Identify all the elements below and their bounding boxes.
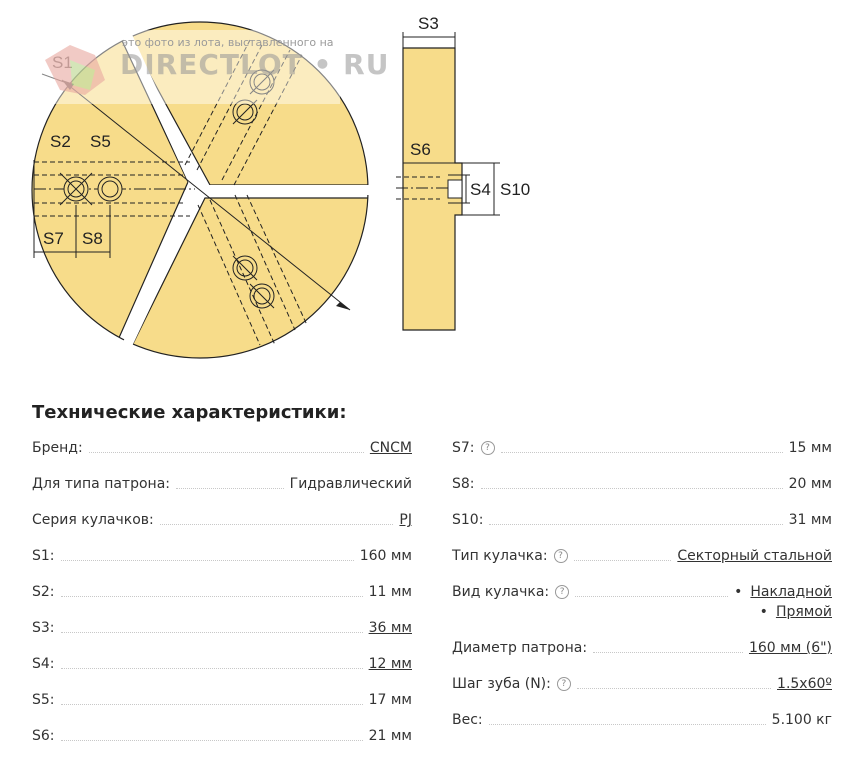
spec-row-s2	[32, 582, 412, 618]
spec-row-s8	[452, 474, 832, 510]
spec-label	[452, 438, 495, 458]
spec-value: 21 мм	[368, 728, 412, 744]
spec-label: Бренд:	[32, 440, 83, 456]
dotted-leader	[577, 674, 771, 689]
dotted-leader	[160, 510, 394, 525]
spec-row-s5	[32, 690, 412, 726]
spec-value: 160 мм	[359, 548, 412, 564]
spec-row-chuck-diameter	[452, 638, 832, 674]
spec-value-s3-link[interactable]: 36 мм	[368, 620, 412, 636]
label-s4: S4	[470, 180, 491, 199]
dotted-leader	[575, 582, 728, 597]
spec-label: Серия кулачков:	[32, 512, 154, 528]
dotted-leader	[61, 726, 363, 741]
spec-row-s10	[452, 510, 832, 546]
spec-row-weight	[452, 710, 832, 746]
spec-row-s6	[32, 726, 412, 762]
dotted-leader	[574, 546, 672, 561]
spec-label: S8:	[452, 476, 475, 492]
spec-label: S1:	[32, 548, 55, 564]
spec-label: S4:	[32, 656, 55, 672]
help-icon[interactable]: ?	[481, 441, 495, 455]
spec-value-straight-link[interactable]: Прямой	[775, 604, 832, 620]
dotted-leader	[61, 690, 363, 705]
watermark-caption: это фото из лота, выставленного на	[122, 36, 334, 49]
label-s3: S3	[418, 14, 439, 33]
dotted-leader	[481, 474, 783, 489]
spec-row-jaw-series	[32, 510, 412, 546]
label-s6: S6	[410, 140, 431, 159]
spec-value: 17 мм	[368, 692, 412, 708]
spec-value: 20 мм	[788, 476, 832, 492]
spec-label: S2:	[32, 584, 55, 600]
dotted-leader	[593, 638, 743, 653]
label-s8: S8	[82, 229, 103, 248]
spec-label: Диаметр патрона:	[452, 640, 588, 656]
specs-right-column	[452, 438, 832, 746]
dotted-leader	[61, 654, 363, 669]
spec-label	[452, 546, 568, 566]
dotted-leader	[501, 438, 783, 453]
spec-value-brand-link[interactable]: CNCM	[369, 440, 412, 456]
spec-value-diameter-link[interactable]: 160 мм (6")	[748, 640, 832, 656]
dotted-leader	[61, 582, 363, 597]
spec-label: S10:	[452, 512, 484, 528]
spec-row-s3	[32, 618, 412, 654]
help-icon[interactable]: ?	[555, 585, 569, 599]
spec-label: S3:	[32, 620, 55, 636]
spec-label	[452, 582, 569, 602]
spec-value: 11 мм	[368, 584, 412, 600]
label-s7: S7	[43, 229, 64, 248]
spec-label-text: S7:	[452, 440, 475, 456]
spec-value-s4-link[interactable]: 12 мм	[368, 656, 412, 672]
help-icon[interactable]: ?	[554, 549, 568, 563]
spec-label	[452, 674, 571, 694]
spec-label-text: Шаг зуба (N):	[452, 676, 551, 692]
spec-row-tooth-pitch	[452, 674, 832, 710]
watermark-brand: DIRECTLOT • RU	[120, 48, 390, 81]
spec-label: S5:	[32, 692, 55, 708]
spec-row-s7	[452, 438, 832, 474]
spec-label: Для типа патрона:	[32, 476, 170, 492]
spec-value: 31 мм	[788, 512, 832, 528]
dotted-leader	[89, 438, 364, 453]
spec-label-text: Тип кулачка:	[452, 548, 548, 564]
spec-value: 5.100 кг	[771, 712, 832, 728]
jaw-diagram	[0, 0, 852, 380]
spec-value-pitch-link[interactable]: 1.5x60º	[777, 676, 832, 692]
spec-label-text: Вид кулачка:	[452, 584, 550, 600]
spec-row-chuck-type	[32, 474, 412, 510]
dotted-leader	[176, 474, 284, 489]
dotted-leader	[489, 510, 782, 525]
spec-label: S6:	[32, 728, 55, 744]
dotted-leader	[61, 546, 354, 561]
spec-value-overlay-link[interactable]: Накладной	[750, 584, 832, 600]
spec-row-s4	[32, 654, 412, 690]
dotted-leader	[489, 710, 766, 725]
spec-row-s1	[32, 546, 412, 582]
spec-value: Гидравлический	[289, 476, 412, 492]
help-icon[interactable]: ?	[557, 677, 571, 691]
spec-value-series-link[interactable]: PJ	[399, 512, 412, 528]
spec-row-jaw-type	[452, 546, 832, 582]
spec-value-jaw-type-link[interactable]: Секторный стальной	[677, 548, 832, 564]
spec-value: 15 мм	[788, 440, 832, 456]
label-s2: S2	[50, 132, 71, 151]
spec-label: Вес:	[452, 712, 483, 728]
spec-row-jaw-kind	[452, 582, 832, 638]
label-s5: S5	[90, 132, 111, 151]
label-s10: S10	[500, 180, 531, 199]
specs-title: Технические характеристики:	[32, 402, 347, 423]
dotted-leader	[61, 618, 363, 633]
spec-row-brand	[32, 438, 412, 474]
spec-value-list	[734, 582, 832, 622]
specs-left-column	[32, 438, 412, 762]
